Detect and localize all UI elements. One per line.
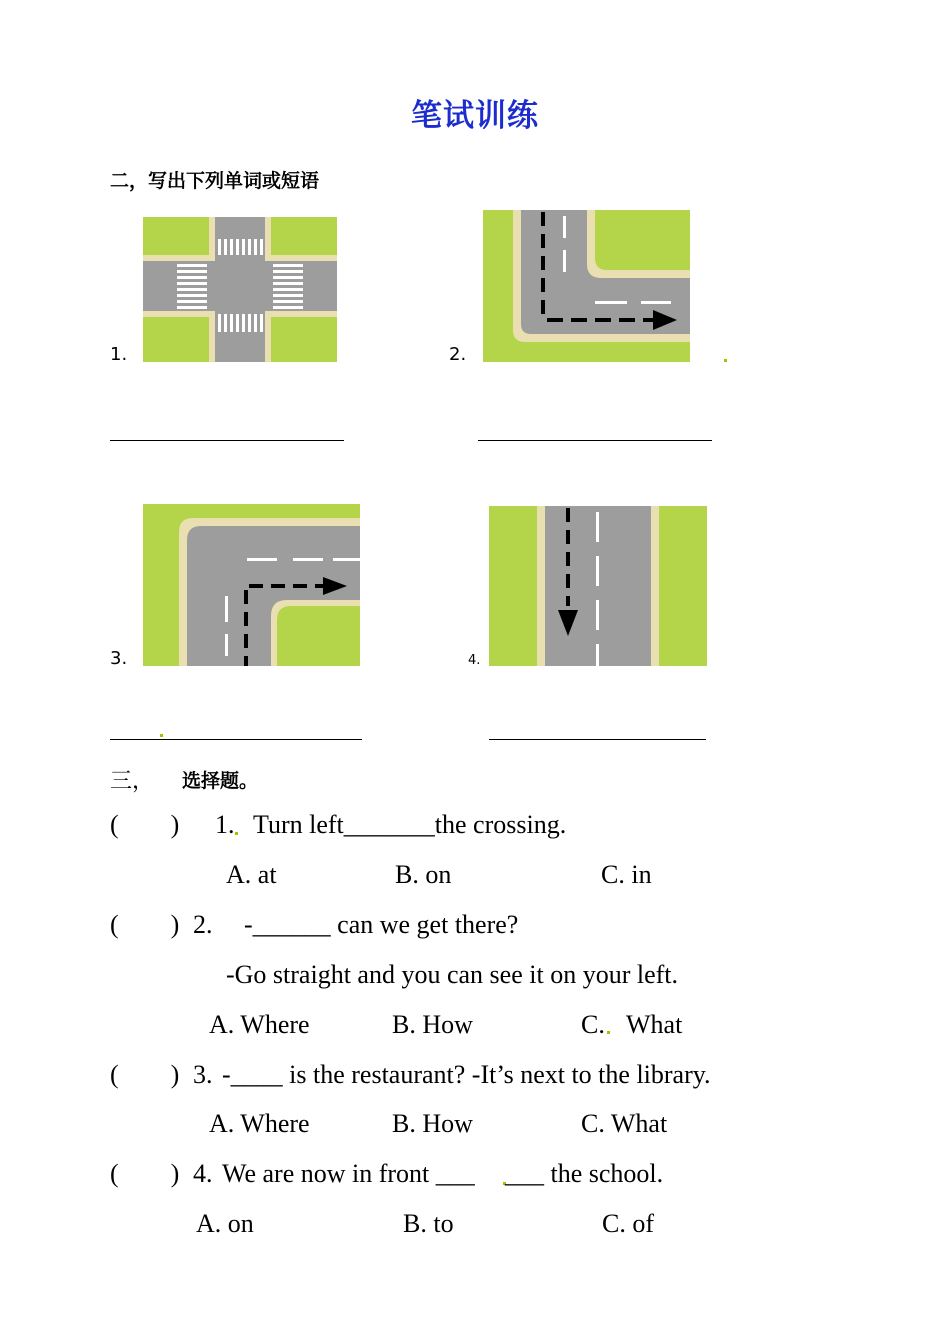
section-3-number: 三， xyxy=(110,769,155,794)
section-2-heading: 二，写出下列单词或短语 xyxy=(110,170,320,192)
question-number: 1. xyxy=(215,810,235,839)
option-c[interactable]: C. What xyxy=(581,1109,668,1138)
option-a[interactable]: A. at xyxy=(226,860,277,889)
question-text: -____ is the restaurant? -It’s next to the library. xyxy=(222,1060,711,1089)
option-c[interactable]: C. xyxy=(581,1010,605,1039)
answer-line-4[interactable] xyxy=(489,739,706,740)
option-a[interactable]: A. Where xyxy=(209,1109,310,1138)
answer-paren[interactable]: ( ) xyxy=(110,810,180,839)
turn-right-icon xyxy=(483,210,690,362)
item-2-number: 2. xyxy=(449,344,467,365)
question-number: 4. xyxy=(193,1159,213,1188)
option-b[interactable]: B. to xyxy=(403,1209,454,1238)
option-c-text[interactable]: What xyxy=(626,1010,683,1039)
option-a[interactable]: A. on xyxy=(196,1209,254,1238)
answer-line-2[interactable] xyxy=(478,440,712,441)
stray-dot xyxy=(607,1031,610,1034)
question-text: Turn left_______the crossing. xyxy=(253,810,567,839)
option-c[interactable]: C. in xyxy=(601,860,652,889)
crossroads-icon xyxy=(143,217,337,362)
stray-dot xyxy=(160,734,163,737)
section-3-heading: 选择题。 xyxy=(182,770,259,792)
turn-right-icon xyxy=(143,504,360,666)
question-text: -______ can we get there? xyxy=(244,910,519,939)
answer-paren[interactable]: ( ) xyxy=(110,910,180,939)
question-text-end: ___ the school. xyxy=(505,1159,664,1188)
option-c[interactable]: C. of xyxy=(602,1209,654,1238)
question-answer-line: -Go straight and you can see it on your left. xyxy=(226,960,678,989)
go-straight-icon xyxy=(489,506,707,666)
stray-dot xyxy=(724,359,727,362)
answer-line-1[interactable] xyxy=(110,440,344,441)
option-b[interactable]: B. on xyxy=(395,860,452,889)
stray-dot xyxy=(235,832,238,835)
question-number: 2. xyxy=(193,910,213,939)
option-b[interactable]: B. How xyxy=(392,1109,473,1138)
question-text: We are now in front ___ xyxy=(222,1159,475,1188)
answer-line-3[interactable] xyxy=(110,739,362,740)
item-4-number: 4. xyxy=(468,653,481,668)
option-b[interactable]: B. How xyxy=(392,1010,473,1039)
answer-paren[interactable]: ( ) xyxy=(110,1060,180,1089)
option-a[interactable]: A. Where xyxy=(209,1010,310,1039)
question-number: 3. xyxy=(193,1060,213,1089)
answer-paren[interactable]: ( ) xyxy=(110,1159,180,1188)
item-3-number: 3. xyxy=(110,648,128,669)
item-1-number: 1. xyxy=(110,344,128,365)
page-title: 笔试训练 xyxy=(411,98,539,134)
